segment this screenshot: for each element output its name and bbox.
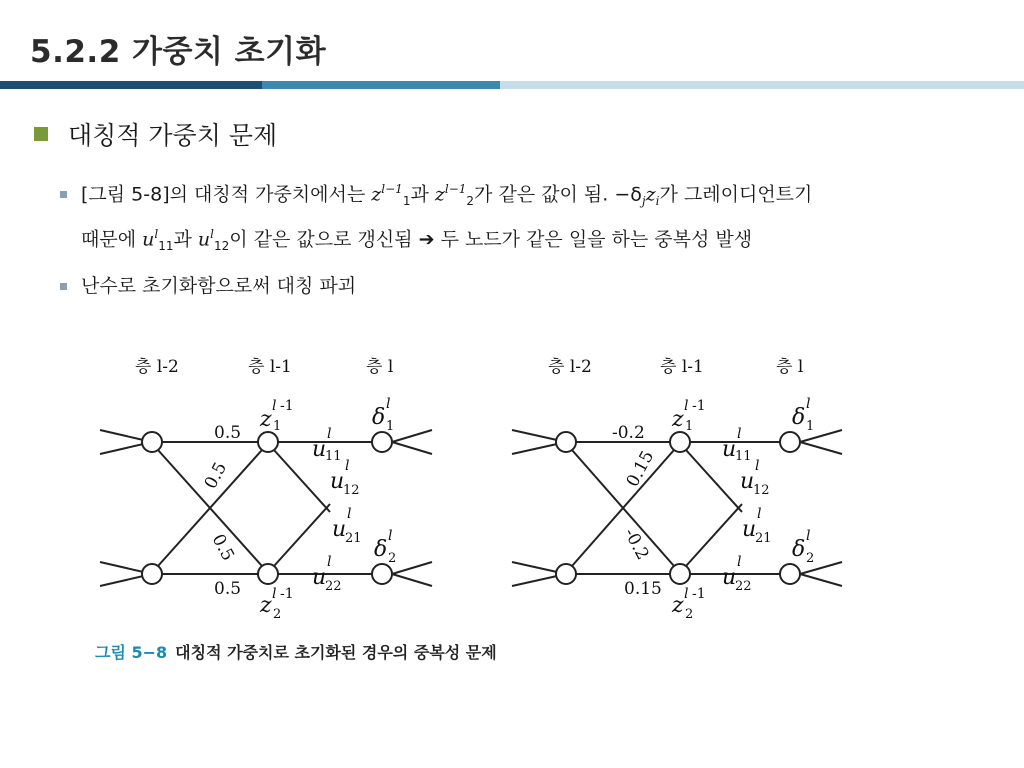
- label-left-u11: [312, 426, 342, 464]
- svg-text:l: l: [684, 586, 689, 602]
- node-left-l2-1: [142, 432, 162, 452]
- label-right-u11: [722, 426, 752, 464]
- layer-label-l1-left: 층 l-1: [248, 357, 292, 377]
- svg-text:l: l: [737, 426, 742, 442]
- svg-text:u: u: [740, 469, 755, 494]
- svg-text:l: l: [272, 586, 277, 602]
- node-right-l2-2: [556, 564, 576, 584]
- svg-text:l: l: [386, 396, 391, 412]
- svg-text:δ: δ: [374, 537, 388, 562]
- svg-text:2: 2: [806, 551, 815, 566]
- svg-text:-1: -1: [692, 398, 706, 414]
- svg-text:δ: δ: [372, 405, 386, 430]
- svg-text:u: u: [330, 469, 345, 494]
- label-left-u12: [330, 458, 360, 498]
- svg-text:δ: δ: [792, 537, 806, 562]
- svg-text:2: 2: [273, 607, 282, 622]
- svg-text:l: l: [327, 426, 332, 442]
- svg-text:l: l: [684, 398, 689, 414]
- figure-caption: [95, 640, 497, 663]
- svg-text:u: u: [722, 437, 737, 462]
- label-left-d2: [374, 528, 396, 566]
- svg-text:21: 21: [345, 531, 362, 546]
- svg-text:2: 2: [388, 551, 397, 566]
- layer-label-l2-left: 층 l-2: [135, 357, 179, 377]
- page-title: 5.2.2 가중치 초기화: [30, 34, 327, 70]
- label-left-z1: [259, 398, 294, 434]
- svg-text:22: 22: [325, 579, 342, 594]
- label-left-u21: [332, 506, 362, 546]
- node-left-l-1: [372, 432, 392, 452]
- svg-text:1: 1: [806, 419, 815, 434]
- node-left-l-2: [372, 564, 392, 584]
- svg-text:u: u: [312, 437, 327, 462]
- label-right-z2: [671, 586, 706, 622]
- svg-text:δ: δ: [792, 405, 806, 430]
- weight-left-top: 0.5: [214, 423, 242, 443]
- svg-text:11: 11: [325, 449, 342, 464]
- svg-text:12: 12: [753, 483, 770, 498]
- svg-text:z: z: [260, 593, 272, 618]
- node-right-l1-2: [670, 564, 690, 584]
- svg-text:1: 1: [273, 419, 282, 434]
- svg-text:l: l: [806, 528, 811, 544]
- svg-text:l: l: [755, 458, 760, 474]
- svg-text:l: l: [806, 396, 811, 412]
- label-right-u21: [742, 506, 772, 546]
- weight-right-diag1: 0.15: [622, 447, 659, 491]
- svg-text:l: l: [272, 398, 277, 414]
- svg-text:l: l: [388, 528, 393, 544]
- label-left-z2: [259, 586, 294, 622]
- layer-label-l2-right: 층 l-2: [548, 357, 592, 377]
- svg-text:l: l: [345, 458, 350, 474]
- weight-left-bottom: 0.5: [214, 579, 242, 599]
- node-left-l1-1: [258, 432, 278, 452]
- svg-text:22: 22: [735, 579, 752, 594]
- node-left-l1-2: [258, 564, 278, 584]
- svg-text:z: z: [260, 407, 272, 432]
- label-left-d1: [372, 396, 394, 434]
- svg-text:-1: -1: [692, 586, 706, 602]
- svg-text:u: u: [312, 565, 327, 590]
- node-right-l2-1: [556, 432, 576, 452]
- label-right-d1: [792, 396, 814, 434]
- svg-text:12: 12: [343, 483, 360, 498]
- svg-text:21: 21: [755, 531, 772, 546]
- svg-text:z: z: [672, 407, 684, 432]
- weight-right-bottom: 0.15: [624, 579, 662, 599]
- layer-label-l1-right: 층 l-1: [660, 357, 704, 377]
- figure-number: 그림 5−8: [95, 643, 168, 662]
- weight-right-diag2: -0.2: [619, 524, 653, 564]
- right-network: [512, 430, 842, 586]
- svg-text:l: l: [737, 554, 742, 570]
- section-heading-text: 대칭적 가중치 문제: [68, 121, 278, 150]
- node-right-l-2: [780, 564, 800, 584]
- svg-text:u: u: [722, 565, 737, 590]
- node-left-l2-2: [142, 564, 162, 584]
- svg-text:u: u: [332, 517, 347, 542]
- svg-text:l: l: [327, 554, 332, 570]
- svg-text:1: 1: [386, 419, 395, 434]
- weight-left-diag1: 0.5: [200, 459, 232, 493]
- weight-right-top: -0.2: [612, 423, 645, 443]
- svg-text:2: 2: [685, 607, 694, 622]
- svg-text:l: l: [347, 506, 352, 522]
- weight-left-diag2: 0.5: [207, 530, 238, 565]
- node-right-l-1: [780, 432, 800, 452]
- label-right-u12: [740, 458, 770, 498]
- left-network: [100, 430, 432, 586]
- bullet-random-init: 난수로 초기화함으로써 대칭 파괴: [60, 270, 356, 303]
- svg-text:1: 1: [685, 419, 694, 434]
- svg-text:z: z: [672, 593, 684, 618]
- layer-label-l-right: 층 l: [776, 357, 804, 377]
- bullet-symmetric-weights: [그림 5-8]의 대칭적 가중치에서는 $z^{l-1}_1$과 $z^{l-1}_2$가 같은 값이 됨. $-\delta_jz_i$가 그레이디언트기 때문에 $u^l_{11}$과 $u^l_{12}$이 같은 값으로 갱신됨 ➔ 두 노드가 같은 일을 하는 중복성 발생: [60, 173, 812, 263]
- svg-text:-1: -1: [280, 586, 294, 602]
- node-right-l1-1: [670, 432, 690, 452]
- figure-caption-text: 대칭적 가중치로 초기화된 경우의 중복성 문제: [175, 643, 497, 662]
- svg-text:11: 11: [735, 449, 752, 464]
- label-right-d2: [792, 528, 814, 566]
- svg-text:l: l: [757, 506, 762, 522]
- svg-text:u: u: [742, 517, 757, 542]
- svg-text:-1: -1: [280, 398, 294, 414]
- layer-label-l-left: 층 l: [366, 357, 394, 377]
- label-right-z1: [671, 398, 706, 434]
